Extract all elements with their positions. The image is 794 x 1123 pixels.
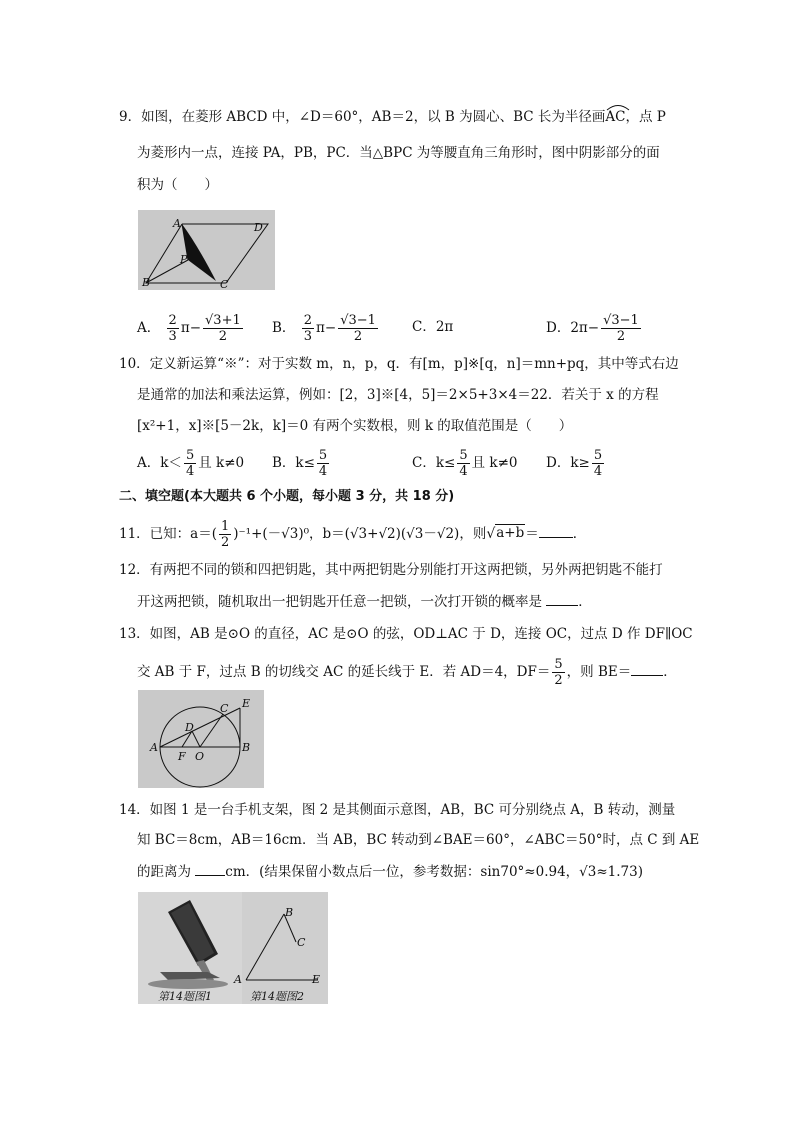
fig14-caption-2: 第14题图2 [250,990,304,1003]
q14-figure [138,892,328,1004]
q10-line3: [x²+1，x]※[5－2k，k]＝0 有两个实数根，则 k 的取值范围是（ ） [137,418,573,434]
q13-line1: 13．如图，AB 是⊙O 的直径，AC 是⊙O 的弦，OD⊥AC 于 D，连接 OC，过点 D 作 DF∥OC [119,626,693,642]
q14-line1: 14．如图 1 是一台手机支架，图 2 是其侧面示意图，AB，BC 可分别绕点 A，B 转动，测量 [119,802,676,818]
q9-line1-tail: ，点 P [625,109,666,125]
q9-line3: 积为（ ） [137,177,218,193]
fig13-label-o: O [195,750,205,763]
q12-answer-blank[interactable] [546,593,578,606]
fig13-label-c: C [220,702,229,715]
q9-option-d[interactable]: D．2π− $\frac{√3-1}{2}$ [546,313,639,344]
fig14-caption-1: 第14题图1 [158,990,212,1003]
q9-option-a[interactable]: A． $\frac{2}{3}$ π− $\frac{√3+1}{2}$ [137,313,241,344]
q13-figure [138,690,264,788]
fig9-label-c: C [220,278,229,290]
q9-a-coef: $\frac{2}{3}$ [168,313,177,344]
q13-line2: 交 AB 于 F，过点 B 的切线交 AC 的延长线于 E．若 AD＝4，DF＝ $\frac{5}{2}$ ，则 BE＝ ． [137,657,677,688]
q12-line1: 12．有两把不同的锁和四把钥匙，其中两把钥匙分别能打开这两把锁，另外两把钥匙不能打 [119,562,663,578]
q9-line1 [119,107,666,127]
q9-option-c[interactable]: C．2π [412,319,454,335]
q9-line1-text: 9．如图，在菱形 ABCD 中，∠D＝60°，AB＝2，以 B 为圆心、BC 长为半径画 [119,109,606,125]
q9-line2: 为菱形内一点，连接 PA，PB，PC．当△BPC 为等腰直角三角形时，图中阴影部分的面 [137,145,660,161]
fig9-label-b: B [142,276,151,289]
q10-line2: 是通常的加法和乘法运算，例如：[2，3]※[4，5]＝2×5+3×4＝22．若关于 x 的方程 [137,387,659,403]
q11-half: $\frac{1}{2}$ [221,519,230,550]
q10-option-d[interactable]: D．k≥ $\frac{5}{4}$ [546,448,603,479]
fig13-label-e: E [242,697,251,710]
q10-option-a[interactable]: A．k＜ $\frac{5}{4}$ 且 k≠0 [137,448,245,479]
q11-answer-blank[interactable] [539,525,573,538]
q14-answer-blank[interactable] [195,863,225,876]
fig13-label-b: B [242,741,251,754]
q9-a-frac: $\frac{√3+1}{2}$ [205,313,241,344]
q10-option-b[interactable]: B．k≤ $\frac{5}{4}$ [272,448,328,479]
q14-line3: 的距离为 cm．(结果保留小数点后一位，参考数据：sin70°≈0.94，√3≈1.73) [137,864,643,880]
fig14-label-a: A [234,973,242,986]
fig9-label-p: P [180,253,188,266]
q10-line1: 10．定义新运算“※”：对于实数 m，n，p，q．有[m，p]※[q，n]＝mn+pq，其中等式右边 [119,356,679,372]
fig14-label-b: B [285,906,294,919]
q9-b-coef: $\frac{2}{3}$ [303,313,312,344]
q11-sqrt: √ a+b [486,525,525,542]
fig13-label-a: A [150,741,158,754]
q11-line: 11．已知：a＝( $\frac{1}{2}$ )⁻¹+(－√3)⁰，b＝(√3+√2)(√3－√2)，则 √ a+b ＝ ． [119,519,587,550]
fig9-label-d: D [254,221,263,234]
fig14-label-e: E [312,973,321,986]
q9-arc-label: AC [605,107,625,127]
q9-b-frac: $\frac{√3-1}{2}$ [340,313,376,344]
q9-figure [138,210,275,290]
q9-d-frac: $\frac{√3-1}{2}$ [603,313,639,344]
section-heading: 二、填空题(本大题共 6 个小题，每小题 3 分，共 18 分) [119,489,455,504]
q10-option-c[interactable]: C．k≤ $\frac{5}{4}$ 且 k≠0 [412,448,518,479]
q9-option-b[interactable]: B． $\frac{2}{3}$ π− $\frac{√3-1}{2}$ [272,313,376,344]
fig9-label-a: A [173,217,181,230]
q13-frac: $\frac{5}{2}$ [554,657,563,688]
q12-line2: 开这两把锁，随机取出一把钥匙开任意一把锁，一次打开锁的概率是 ． [137,594,592,610]
q13-answer-blank[interactable] [631,663,663,676]
fig13-label-f: F [178,750,186,763]
q14-line2: 知 BC＝8cm，AB＝16cm．当 AB，BC 转动到∠BAE＝60°，∠ABC＝50°时，点 C 到 AE [137,832,700,848]
arc-mark-icon [605,103,631,111]
fig13-label-d: D [185,721,194,734]
fig14-label-c: C [297,936,306,949]
